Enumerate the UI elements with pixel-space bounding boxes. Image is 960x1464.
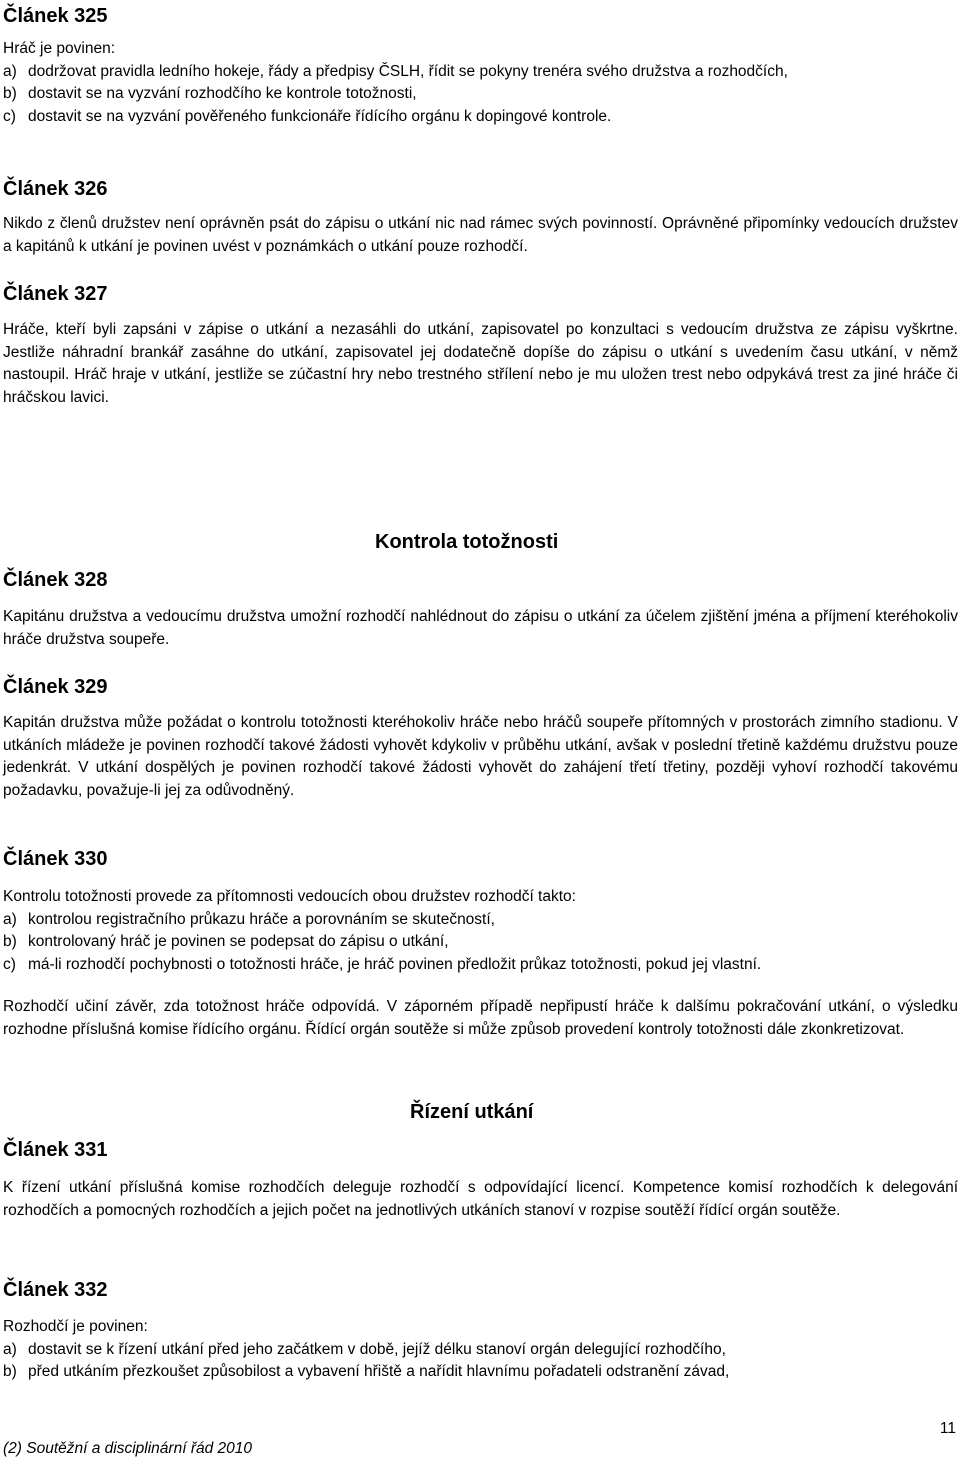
article-329-text: Kapitán družstva může požádat o kontrolu totožnosti kteréhokoliv hráče nebo hráčů soupeře přítomných v prostorách zimního stadionu. V utkáních mládeže je povinen rozhodčí takové žádosti vyhovět kdykoliv v průběhu utkání, avšak v poslední třetině každému družstvu pouze jedenkrát. V utkání dospělých je povinen rozhodčí takové žádosti vyhovět do zahájení třetí třetiny, později vyhoví rozhodčí takovému požadavku, považuje-li jej za odůvodněný. [3, 714, 958, 799]
article-326-heading: Článek 326 [3, 178, 108, 200]
article-329-heading: Článek 329 [3, 676, 108, 698]
article-326-text: Nikdo z členů družstev není oprávněn psát do zápisu o utkání nic nad rámec svých povinností. Oprávněné připomínky vedoucích družstev a kapitánů k utkání je povinen uvést v poznámkách o utkání pouze rozhodčí. [3, 215, 958, 255]
article-327-text: Hráče, kteří byli zapsáni v zápise o utkání a nezasáhli do utkání, zapisovatel po konzultaci s vedoucím družstva ze zápisu vyškrtne. Jestliže náhradní brankář zasáhne do utkání, zapisovatel jej dodatečně dopíše do zápisu o utkání s uvedením času utkání, v němž nastoupil. Hráč hraje v utkání, jestliže se zúčastní hry nebo trestného střílení nebo je mu uložen trest nebo odpykává trest za jiné hráče či hráčskou lavici. [3, 321, 958, 406]
article-330-heading: Článek 330 [3, 848, 108, 870]
article-intro: Kontrolu totožnosti provede za přítomnosti vedoucích obou družstev rozhodčí takto: [3, 888, 576, 905]
procedure-list [3, 909, 958, 977]
article-328-heading: Článek 328 [3, 569, 108, 591]
list-item: b) kontrolovaný hráč je povinen se podepsat do zápisu o utkání, [3, 933, 449, 950]
list-item: b) dostavit se na vyzvání rozhodčího ke kontrole totožnosti, [3, 85, 417, 102]
article-325-body [3, 38, 958, 128]
section-title: Řízení utkání [410, 1101, 534, 1123]
article-intro: Hráč je povinen: [3, 40, 116, 57]
list-item: b) před utkáním přezkoušet způsobilost a vybavení hřiště a nařídit hlavnímu pořadateli odstranění závad, [3, 1363, 730, 1380]
article-330-text: Rozhodčí učiní závěr, zda totožnost hráče odpovídá. V záporném případě nepřipustí hráče k dalšímu pokračování utkání, o výsledku rozhodne příslušná komise řídícího orgánu. Řídící orgán soutěže si může způsob provedení kontroly totožnosti dále zkonkretizovat. [3, 998, 958, 1038]
obligation-list [3, 1339, 958, 1384]
article-331-text: K řízení utkání příslušná komise rozhodčích deleguje rozhodčí s odpovídající licencí. Kompetence komisí rozhodčích k delegování rozhodčích a pomocných rozhodčích a jejich počet na jednotlivých utkáních stanoví v rozpise soutěží řídící orgán soutěže. [3, 1179, 958, 1219]
article-intro: Rozhodčí je povinen: [3, 1318, 148, 1335]
document-footer: (2) Soutěžní a disciplinární řád 2010 [3, 1440, 253, 1457]
article-331-heading: Článek 331 [3, 1139, 108, 1161]
list-item: c) dostavit se na vyzvání pověřeného funkcionáře řídícího orgánu k dopingové kontrole. [3, 107, 612, 125]
article-332-body [3, 1316, 958, 1384]
section-title: Kontrola totožnosti [375, 531, 559, 553]
article-330-body [3, 886, 958, 976]
article-332-heading: Článek 332 [3, 1279, 108, 1301]
list-item: a) dostavit se k řízení utkání před jeho začátkem v době, jejíž délku stanoví orgán delegující rozhodčího, [3, 1340, 726, 1358]
list-item: a) kontrolou registračního průkazu hráče a porovnáním se skutečností, [3, 910, 495, 928]
list-item: c) má-li rozhodčí pochybnosti o totožnosti hráče, je hráč povinen předložit průkaz totožnosti, pokud jej vlastní. [3, 955, 762, 973]
page-number: 11 [939, 1420, 956, 1437]
article-328-text: Kapitánu družstva a vedoucímu družstva umožní rozhodčí nahlédnout do zápisu o utkání za účelem zjištění jména a příjmení kteréhokoliv hráče družstva soupeře. [3, 608, 958, 648]
obligation-list [3, 61, 958, 129]
list-item: a) dodržovat pravidla ledního hokeje, řády a předpisy ČSLH, řídit se pokyny trenéra svého družstva a rozhodčích, [3, 62, 788, 80]
article-327-heading: Článek 327 [3, 283, 108, 305]
article-heading: Článek 325 [3, 5, 108, 27]
article-325 [3, 4, 108, 28]
